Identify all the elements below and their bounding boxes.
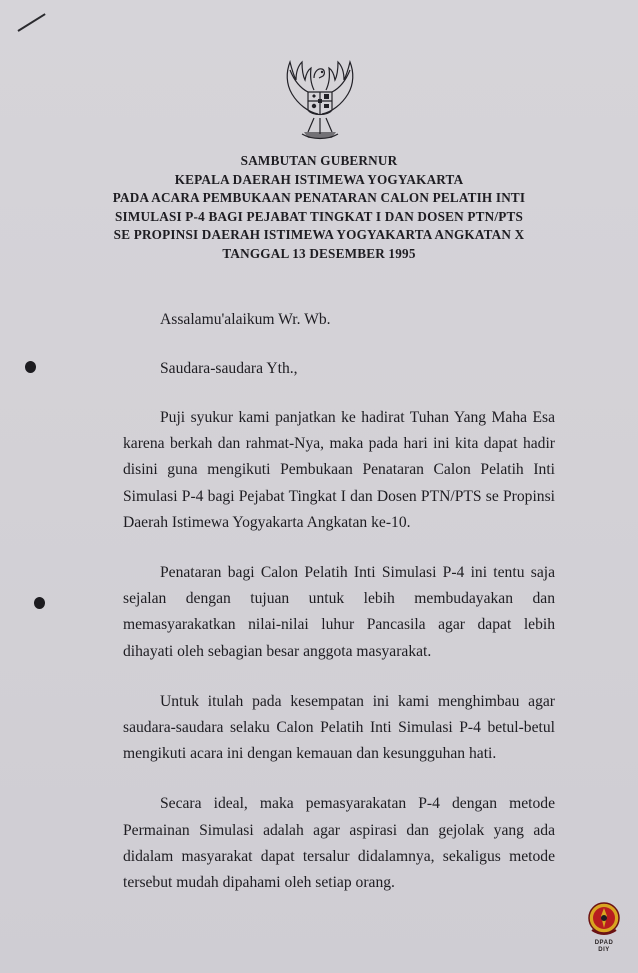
address-line: Saudara-saudara Yth.,	[160, 360, 298, 377]
garuda-emblem-icon	[278, 56, 362, 146]
heading-line: SIMULASI P-4 BAGI PEJABAT TINGKAT I DAN DOSEN PTN/PTS	[114, 208, 523, 224]
heading-line: TANGGAL 13 DESEMBER 1995	[222, 245, 416, 261]
heading-line: SAMBUTAN GUBERNUR	[240, 153, 398, 168]
archive-logo-label: DPAD DIY	[594, 940, 614, 953]
punch-hole-bottom	[34, 597, 45, 609]
paragraph: Untuk itulah pada kesempatan ini kami menghimbau agar saudara-saudara selaku Calon Pelatih Inti Simulasi P-4 betul-betul mengikuti acara ini dengan kemauan dan kesungguhan hati.	[123, 692, 555, 763]
paragraph: Penataran bagi Calon Pelatih Inti Simulasi P-4 ini tentu saja sejalan dengan tujuan untuk lebih membudayakan dan memasyarakatkan nilai-nilai luhur Pancasila agar dapat lebih dihayati oleh sebagian besar anggota masyarakat.	[123, 564, 555, 660]
salutation: Assalamu'alaikum Wr. Wb.	[160, 311, 331, 328]
pen-mark	[17, 13, 45, 32]
paragraph: Secara ideal, maka pemasyarakatan P-4 dengan metode Permainan Simulasi adalah agar aspirasi dan gejolak yang ada didalam masyarakat dapat tersalur didalamnya, sekaligus metode tersebut mudah dipahami oleh setiap orang.	[123, 795, 555, 892]
heading-line: PADA ACARA PEMBUKAAN PENATARAN CALON PELATIH INTI	[112, 190, 526, 206]
paragraph: Puji syukur kami panjatkan ke hadirat Tuhan Yang Maha Esa karena berkah dan rahmat-Nya, maka pada hari ini kita dapat hadir disini guna mengikuti Pembukaan Penataran Calon Pelatih Inti Simulasi P-4 bagi Pejabat Tingkat I dan Dosen PTN/PTS se Propinsi Daerah Istimewa Yogyakarta Angkatan ke-10.	[123, 409, 555, 531]
speech-body	[123, 307, 555, 896]
heading-line: SE PROPINSI DAERAH ISTIMEWA YOGYAKARTA ANGKATAN X	[113, 227, 525, 243]
speech-heading	[0, 152, 638, 264]
punch-hole-top	[25, 361, 36, 373]
heading-line: KEPALA DAERAH ISTIMEWA YOGYAKARTA	[174, 171, 464, 187]
